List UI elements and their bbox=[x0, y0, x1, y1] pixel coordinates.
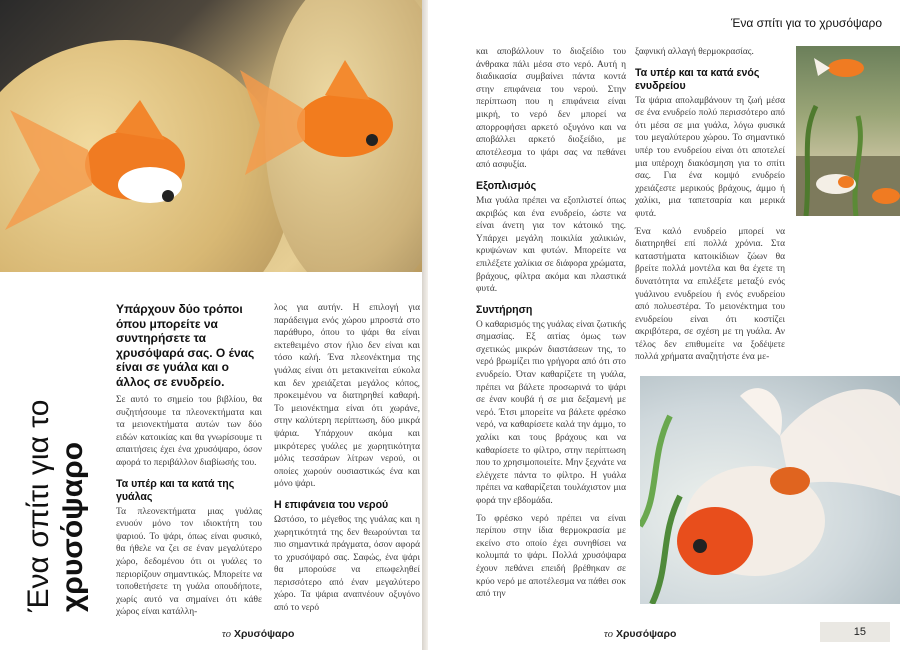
text-column-4 bbox=[635, 46, 785, 369]
footer-prefix: το bbox=[604, 629, 614, 640]
lead-paragraph: Υπάρχουν δύο τρόποι όπου μπορείτε να συντηρήσετε τα χρυσόψαρά σας. Ο ένας είναι σε γυάλα και ο άλλος σε ενυδρείο. bbox=[116, 302, 255, 389]
goldfish-illustration bbox=[0, 0, 422, 272]
vertical-title-line1: Ένα σπίτι για το bbox=[22, 399, 55, 612]
section-heading: Τα υπέρ και τα κατά ενός ενυδρείου bbox=[635, 66, 760, 92]
body-paragraph: ξαφνική αλλαγή θερμοκρασίας. bbox=[635, 47, 754, 57]
text-column-1 bbox=[116, 302, 262, 624]
aquarium-photo-small bbox=[796, 46, 900, 216]
body-paragraph: Μια γυάλα πρέπει να εξοπλιστεί όπως ακριβώς και ένα ενυδρείο, ώστε να είναι άνετη για τον κάτοικό της. Υπάρχει μεγάλη ποικιλία χαλικιών, κρυψώνων και φυτών. Μπορείτε να επιλέξετε χαλίκια σε διάφορα χρώματα, βράχους, φίλτρα ακόμα και πλαστικά φυτά. bbox=[476, 195, 626, 295]
section-heading: Εξοπλισμός bbox=[476, 179, 537, 192]
footer-prefix: το bbox=[222, 629, 232, 640]
section-heading: Η επιφάνεια του νερού bbox=[274, 498, 389, 511]
page-footer-right bbox=[604, 628, 676, 640]
section-heading: Συντήρηση bbox=[476, 303, 533, 316]
body-paragraph: και αποβάλλουν το διοξείδιο του άνθρακα πάλι μέσα στο νερό. Αυτή η διαδικασία συμβαίνει πάντα κοντά στην επιφάνεια του νερού. Στην περίπτωση που η επιφάνεια είναι μικρή, το νερό δεν μπορεί να απορροφήσει αρκετό οξυγόνο και να αποβάλλει αρκετό διοξείδιο, με αποτέλεσμα το ψάρι σας να πεθάνει από ασφυξία. bbox=[476, 47, 626, 171]
goldfish-photo-large bbox=[640, 376, 900, 604]
goldfish-photo-top bbox=[0, 0, 422, 272]
goldfish-right bbox=[240, 60, 393, 175]
vertical-title-line2: χρυσόψαρο bbox=[56, 441, 89, 612]
fancy-goldfish-illustration bbox=[640, 376, 900, 604]
footer-book-title: Χρυσόψαρο bbox=[615, 628, 677, 640]
page-footer-left bbox=[222, 628, 294, 640]
body-paragraph: Ένα καλό ενυδρείο μπορεί να διατηρηθεί επί πολλά χρόνια. Στα καταστήματα κατοικίδιων ζώων θα βρείτε πολλά μοντέλα και θα έχετε τη δυνατότητα να επιλέξετε μεταξύ ενός γυάλινου ενυδρείου ή ενός ενυδρείου από πολυεστέρα. Το μειονέκτημα του ενυδρείου είναι ότι κοστίζει ακριβότερα, σε σχέση με τη γυάλα. Αν τέλος δεν επιθυμείτε να ξοδέψετε πολλά χρήματα αναζητήστε ένα με- bbox=[635, 226, 785, 363]
body-paragraph: λος για αυτήν. Η επιλογή για παράδειγμα ενός χώρου μπροστά στο παράθυρο, όπου το ψάρι θα είναι εκτεθειμένο στον ήλιο δεν είναι και τόσο καλή. Ένα πλεονέκτημα της γυάλας είναι ότι μετακινείται εύκολα και δεν χρειάζεται μεγάλος κόπος, προκειμένου να διατηρηθεί καθαρή. Το μειονέκτημα είναι ότι χωράνε, στην καλύτερη περίπτωση, δύο μικρά ψάρια. Υπάρχουν ακόμα και μικρότερες γυάλες με χωρητικότητα μόλις τεσσάρων λίτρων νερού, οι οποίες χωρούν ουσιαστικώς ένα και μόνο ψάρι. bbox=[274, 303, 420, 490]
body-paragraph: Το φρέσκο νερό πρέπει να είναι περίπου στην ίδια θερμοκρασία με εκείνο στο οποίο έχει συνηθίσει να κολυμπά το ψάρι. Πολλά χρυσόψαρα έχουν πεθάνει επειδή βρέθηκαν σε κρύο νερό με αποτέλεσμα να πάθει σοκ από την bbox=[476, 513, 626, 600]
section-heading: Τα υπέρ και τα κατά της γυάλας bbox=[116, 477, 235, 503]
left-page bbox=[0, 0, 422, 650]
page-number: 15 bbox=[820, 622, 890, 642]
text-column-2 bbox=[274, 302, 420, 620]
body-paragraph: Ο καθαρισμός της γυάλας είναι ζωτικής σημασίας. Εξ αιτίας όμως των σχετικώς μικρών διαστάσεων της, το νερό βρωμίζει πιο γρήγορα από ότι στο ενυδρείο. Όταν καθαρίζετε τη γυάλα, πρέπει να βάλετε προσωρινά το ψάρι σε έναν κουβά ή σε μια δεξαμενή με νερό. Έτσι μπορείτε να βάλετε φρέσκο νερό, να καθαρίσετε καλά την άμμο, το χαλίκι και τους βράχους και να καθαρίσετε το φίλτρο, στην περίπτωση που το χρησιμοποιείτε. Μην ξεχνάτε να ελέγχετε πάντα το φίλτρο. Η γυάλα πρέπει να καθαρίζεται τουλάχιστον μια φορά την εβδομάδα. bbox=[476, 319, 626, 506]
body-paragraph: Σε αυτό το σημείο του βιβλίου, θα συζητήσουμε τα πλεονεκτήματα και τα μειονεκτήματα αυτών των δύο ειδών κατοικίας και θα γνωρίσουμε τι απαιτήσεις έχει ένα χρυσόψαρο, όσον αφορά το περιβάλλον διαβίωσής του. bbox=[116, 395, 262, 468]
right-page bbox=[428, 0, 900, 650]
body-paragraph: Τα ψάρια απολαμβάνουν τη ζωή μέσα σε ένα ενυδρείο πολύ περισσότερο από ότι μέσα σε μια γυάλα, λόγω φυσικά του μεγαλύτερου χώρου. Το σημαντικό υπέρ του ενυδρείου είναι ότι αποτελεί μια υπέροχη διακόσμηση για το σπίτι σας. Για ένα κομψό ενυδρείο χρειάζεστε μερικούς βράχους, άμμο ή χαλίκι, μια ταπετσαρία και μερικά φυτά. bbox=[635, 95, 785, 219]
running-head: Ένα σπίτι για το χρυσόψαρο bbox=[730, 16, 882, 30]
footer-book-title: Χρυσόψαρο bbox=[233, 628, 295, 640]
goldfish-left bbox=[5, 100, 185, 230]
vertical-chapter-title bbox=[22, 400, 90, 612]
body-paragraph: Τα πλεονεκτήματα μιας γυάλας ενυούν μόνο τον ιδιοκτήτη του ψαριού. Το ψάρι, όπως είναι φυσικό, θα ήθελε να ζει σε έναν μεγαλύτερο χώρο, δεδομένου ότι οι γυάλες το περιορίζουν σημαντικώς. Μπορείτε να τοποθετήσετε τη γυάλα οπουδήποτε, χωρίς αυτό να σημαίνει ότι κάθε χώρος είναι κατάλλη- bbox=[116, 506, 262, 618]
body-paragraph: Ωστόσο, το μέγεθος της γυάλας και η χωρητικότητά της δεν θεωρούνται τα πιο σημαντικά πράγματα, όσον αφορά το χρυσόψαρό σας. Σαφώς, ένα ψάρι θα μπορούσε να επωφεληθεί περισσότερο από έναν μεγαλύτερο χώρο. Τα ψάρια αναπνέουν οξυγόνο από το νερό bbox=[274, 514, 420, 614]
text-column-3 bbox=[476, 46, 626, 606]
aquarium-illustration bbox=[796, 46, 900, 216]
